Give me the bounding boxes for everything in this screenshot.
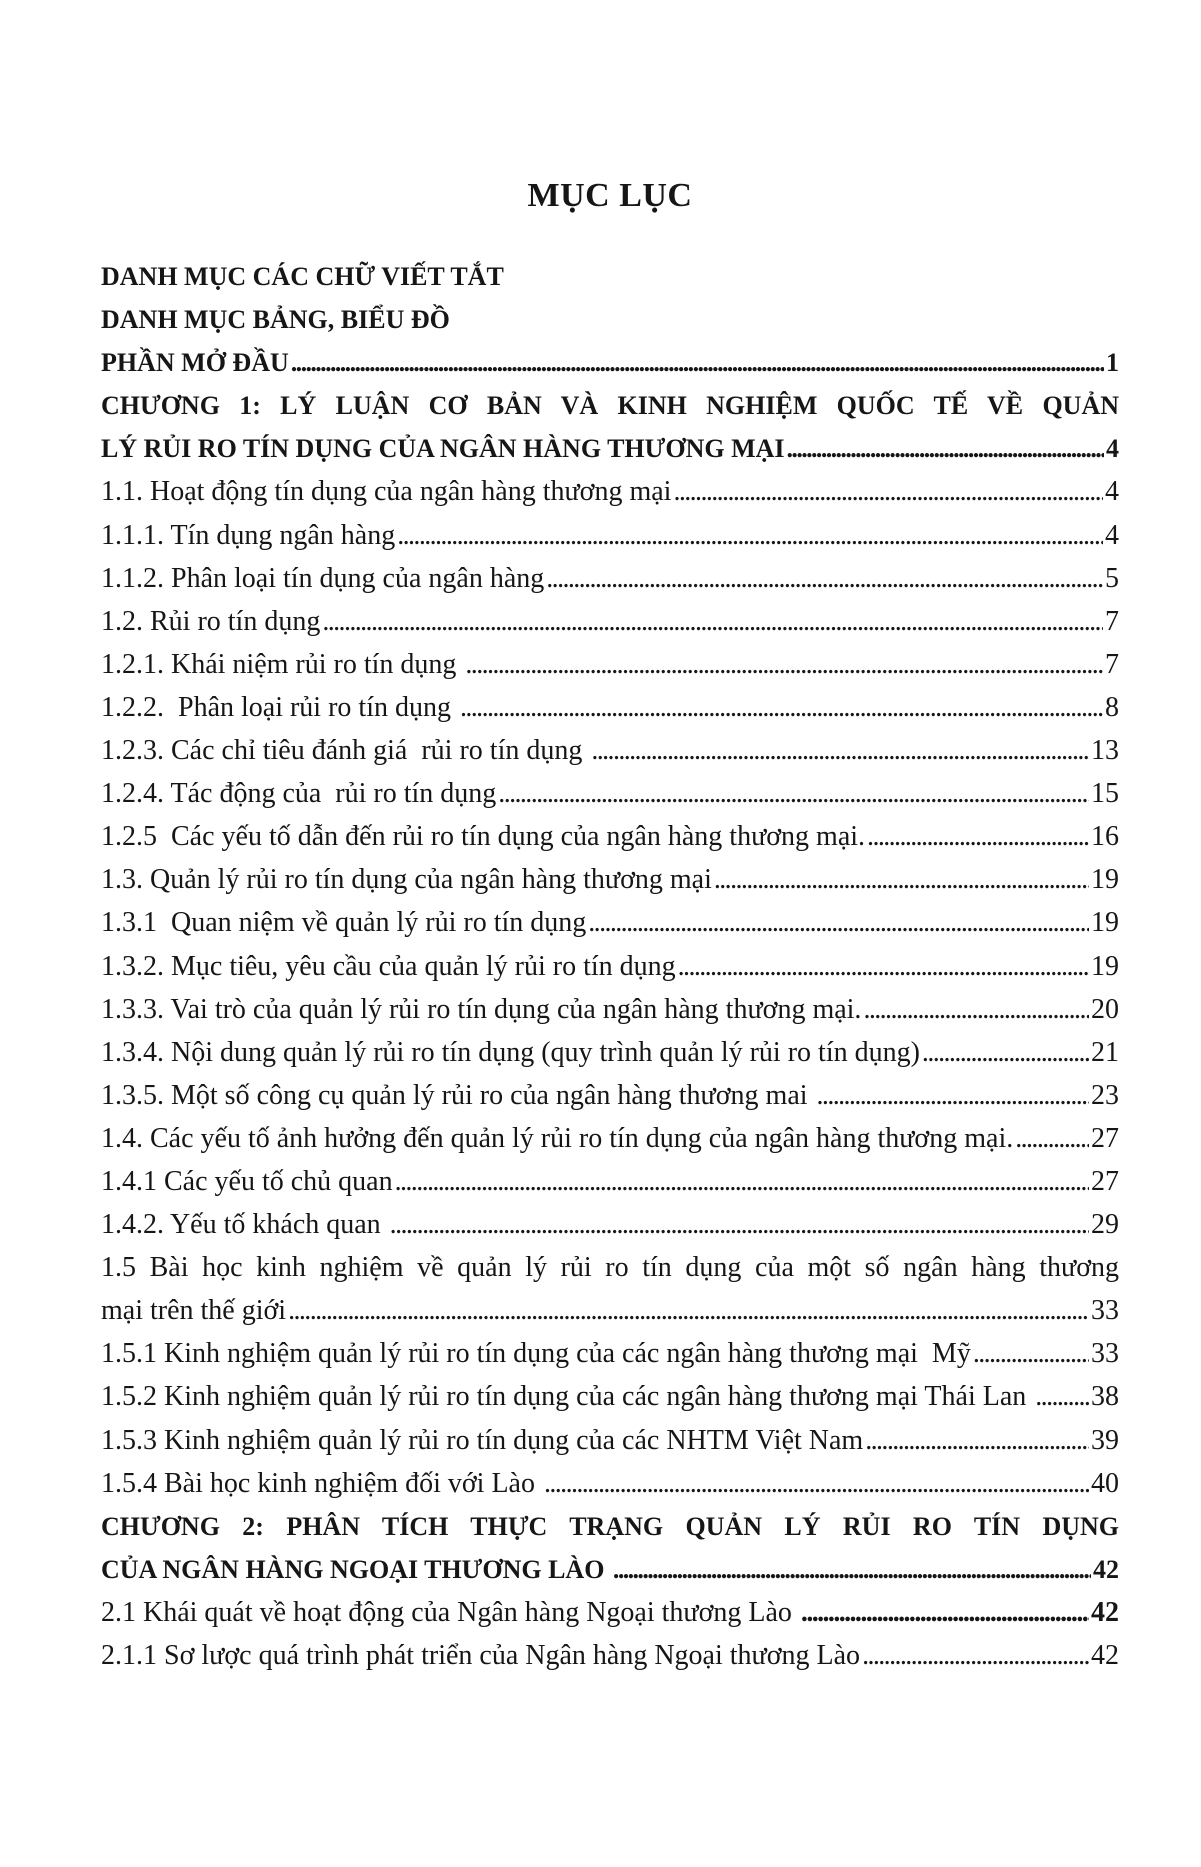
toc-page-number: 42 [1091, 1640, 1119, 1671]
toc-page-number: 23 [1091, 1079, 1119, 1111]
table-of-contents [101, 255, 1119, 1677]
toc-entry-title: 1.1.1. Tín dụng ngân hàng [101, 519, 396, 551]
toc-entry [101, 686, 1119, 729]
toc-page-number: 7 [1105, 605, 1119, 637]
toc-entry-title: 2.1 Khái quát về hoạt động của Ngân hàng Ngoại thương Lào [101, 1596, 799, 1628]
toc-entry-title: 1.5.3 Kinh nghiệm quản lý rủi ro tín dụng của các NHTM Việt Nam [101, 1424, 864, 1456]
toc-entry-title: 1.3. Quản lý rủi ro tín dụng của ngân hàng thương mại [101, 864, 712, 896]
toc-page-number: 7 [1105, 648, 1119, 680]
toc-entry-title: 1.3.5. Một số công cụ quản lý rủi ro của ngân hàng thương mai [101, 1079, 815, 1111]
toc-entry [101, 1203, 1119, 1246]
toc-entry-title: DANH MỤC CÁC CHỮ VIẾT TẮT [101, 262, 504, 291]
toc-entry [101, 557, 1119, 600]
toc-entry-title: 1.3.4. Nội dung quản lý rủi ro tín dụng (quy trình quản lý rủi ro tín dụng) [101, 1036, 920, 1068]
toc-entry-title: 1.5.1 Kinh nghiệm quản lý rủi ro tín dụng của các ngân hàng thương mại Mỹ [101, 1338, 971, 1370]
toc-heading [101, 255, 1119, 298]
dot-leader [860, 1634, 1089, 1677]
dot-leader [589, 729, 1089, 772]
dot-leader [920, 1031, 1089, 1074]
dot-leader [393, 1160, 1089, 1203]
dot-leader [863, 1419, 1089, 1462]
toc-entry [101, 1160, 1119, 1203]
toc-entry-title: 1.3.1 Quan niệm về quản lý rủi ro tín dụng [101, 907, 587, 939]
toc-chapter-heading-line: CHƯƠNG 1: LÝ LUẬN CƠ BẢN VÀ KINH NGHIỆM QUỐC TẾ VỀ QUẢN [101, 391, 1119, 421]
toc-page-number: 4 [1106, 434, 1119, 464]
toc-page-number: 19 [1091, 907, 1119, 939]
toc-heading [101, 298, 1119, 341]
dot-leader [586, 901, 1089, 944]
toc-entry-title: 1.5.4 Bài học kinh nghiệm đối với Lào [101, 1467, 542, 1499]
toc-page-number: 33 [1091, 1338, 1119, 1370]
toc-entry-title: 1.4. Các yếu tố ảnh hưởng đến quản lý rủi ro tín dụng của ngân hàng thương mại. [101, 1122, 1014, 1154]
toc-entry-title: 1.2.3. Các chỉ tiêu đánh giá rủi ro tín dụng [101, 735, 590, 767]
toc-page-number: 4 [1105, 519, 1119, 551]
toc-page-number: 27 [1091, 1122, 1119, 1154]
toc-page-number: 40 [1091, 1467, 1119, 1499]
dot-leader [1033, 1375, 1089, 1418]
toc-page-number: 16 [1091, 821, 1119, 853]
toc-entry [101, 470, 1119, 513]
dot-leader [815, 1074, 1089, 1117]
toc-entry-title: 1.2. Rủi ro tín dụng [101, 605, 321, 637]
dot-leader [671, 470, 1103, 513]
toc-page-number: 42 [1091, 1596, 1119, 1628]
dot-leader [865, 815, 1089, 858]
toc-entry-title: 1.1. Hoạt động tín dụng của ngân hàng thương mại [101, 476, 672, 508]
dot-leader [463, 643, 1103, 686]
toc-entry [101, 1419, 1119, 1462]
dot-leader [971, 1332, 1089, 1375]
toc-page-number: 29 [1091, 1209, 1119, 1241]
toc-entry [101, 1031, 1119, 1074]
toc-entry-title: 1.4.2. Yếu tố khách quan [101, 1209, 388, 1241]
toc-entry [101, 945, 1119, 988]
toc-entry-title: 1.4.1 Các yếu tố chủ quan [101, 1165, 393, 1197]
toc-entry-title: 1.2.4. Tác động của rủi ro tín dụng [101, 778, 497, 810]
toc-entry [101, 643, 1119, 686]
toc-heading [101, 427, 1119, 470]
toc-entry-title: 2.1.1 Sơ lược quá trình phát triển của Ngân hàng Ngoại thương Lào [101, 1640, 861, 1671]
toc-page-number: 39 [1091, 1424, 1119, 1456]
toc-page-number: 13 [1091, 735, 1119, 767]
toc-entry-title: LÝ RỦI RO TÍN DỤNG CỦA NGÂN HÀNG THƯƠNG MẠI [101, 434, 785, 464]
toc-entry-title: PHẦN MỞ ĐẦU [101, 348, 289, 378]
page-title: MỤC LỤC [527, 177, 693, 214]
toc-entry [101, 1462, 1119, 1505]
dot-leader [542, 1462, 1089, 1505]
toc-entry [101, 1117, 1119, 1160]
toc-entry [101, 772, 1119, 815]
toc-entry-title: 1.2.2. Phân loại rủi ro tín dụng [101, 691, 458, 723]
toc-entry-title: 1.3.2. Mục tiêu, yêu cầu của quản lý rủi ro tín dụng [101, 950, 676, 982]
toc-page-number: 19 [1091, 950, 1119, 982]
toc-page-number: 15 [1091, 778, 1119, 810]
toc-page-number: 8 [1105, 691, 1119, 723]
toc-entry-title: 1.2.5 Các yếu tố dẫn đến rủi ro tín dụng của ngân hàng thương mại. [101, 821, 866, 853]
toc-entry [101, 988, 1119, 1031]
toc-page-number: 38 [1091, 1381, 1119, 1413]
dot-leader [395, 514, 1103, 557]
toc-page-number: 4 [1105, 476, 1119, 508]
toc-entry [101, 1289, 1119, 1332]
dot-leader [320, 600, 1103, 643]
toc-entry [101, 815, 1119, 858]
dot-leader [458, 686, 1103, 729]
toc-chapter-heading-line: CHƯƠNG 2: PHÂN TÍCH THỰC TRẠNG QUẢN LÝ RỦI RO TÍN DỤNG [101, 1511, 1119, 1541]
toc-entry [101, 901, 1119, 944]
dot-leader [289, 341, 1104, 384]
dot-leader [611, 1548, 1091, 1591]
toc-entry [101, 1634, 1119, 1677]
toc-entry-line: 1.5 Bài học kinh nghiệm về quản lý rủi ro tín dụng của một số ngân hàng thương [101, 1252, 1119, 1284]
toc-heading [101, 1548, 1119, 1591]
toc-entry-title: 1.2.1. Khái niệm rủi ro tín dụng [101, 648, 464, 680]
toc-entry-title: 1.3.3. Vai trò của quản lý rủi ro tín dụng của ngân hàng thương mại. [101, 993, 862, 1025]
toc-entry [101, 1375, 1119, 1418]
toc-entry-title: 1.5.2 Kinh nghiệm quản lý rủi ro tín dụng của các ngân hàng thương mại Thái Lan [101, 1381, 1034, 1413]
dot-leader [799, 1591, 1089, 1634]
dot-leader [544, 557, 1103, 600]
dot-leader [676, 945, 1089, 988]
toc-entry [101, 1332, 1119, 1375]
toc-page-number: 5 [1105, 562, 1119, 594]
toc-entry-title: CỦA NGÂN HÀNG NGOẠI THƯƠNG LÀO [101, 1554, 611, 1584]
toc-entry [101, 729, 1119, 772]
toc-entry [101, 1591, 1119, 1634]
dot-leader [785, 427, 1104, 470]
toc-page-number: 33 [1091, 1295, 1119, 1327]
toc-page-number: 20 [1091, 993, 1119, 1025]
dot-leader [388, 1203, 1089, 1246]
toc-entry-title: mại trên thế giới [101, 1295, 287, 1327]
toc-entry [101, 858, 1119, 901]
toc-page-number: 1 [1106, 348, 1119, 378]
dot-leader [1013, 1117, 1089, 1160]
toc-page-number: 27 [1091, 1165, 1119, 1197]
dot-leader [861, 988, 1089, 1031]
toc-entry-title: DANH MỤC BẢNG, BIỂU ĐỒ [101, 305, 450, 335]
dot-leader [712, 858, 1089, 901]
toc-entry-title: 1.1.2. Phân loại tín dụng của ngân hàng [101, 562, 545, 594]
dot-leader [286, 1289, 1089, 1332]
toc-entry [101, 514, 1119, 557]
toc-entry [101, 1074, 1119, 1117]
toc-page-number: 42 [1093, 1554, 1119, 1584]
toc-heading [101, 341, 1119, 384]
toc-page-number: 19 [1091, 864, 1119, 896]
toc-page-number: 21 [1091, 1036, 1119, 1068]
toc-entry [101, 600, 1119, 643]
dot-leader [496, 772, 1089, 815]
